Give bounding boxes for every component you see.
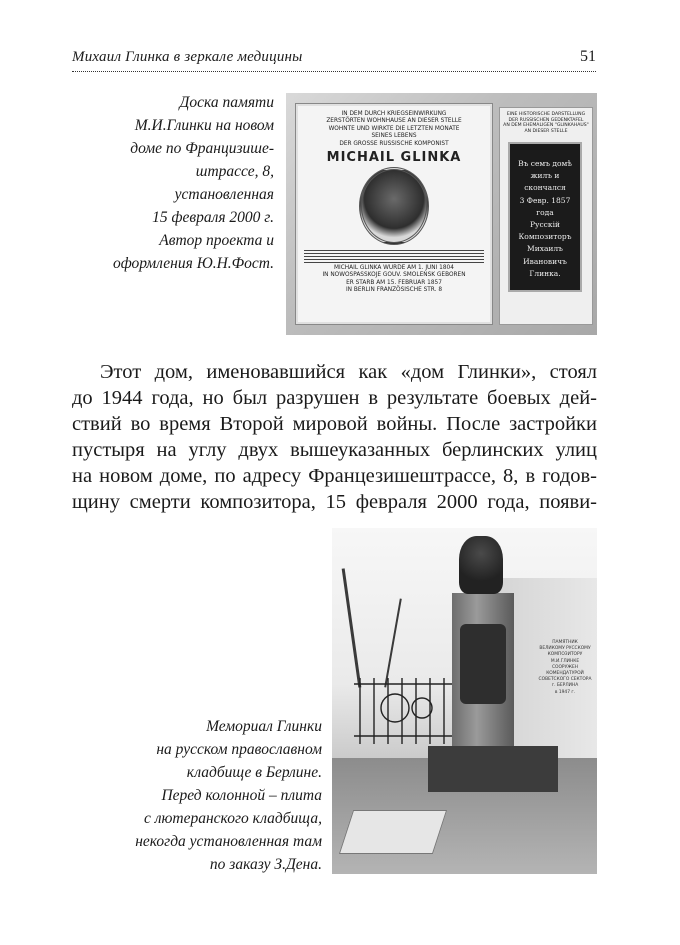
inscription-line: СООРУЖЕН <box>551 664 579 670</box>
plaque-side-header-line: AN DEM EHEMALIGEN "GLINKAHAUS" <box>503 123 589 129</box>
black-plaque-line: 3 Февр. 1857 года <box>519 195 571 217</box>
monument-base <box>428 746 558 792</box>
wall-inscription <box>535 640 595 696</box>
caption-line: Перед колонной – плита <box>161 787 322 804</box>
body-line: Этот дом, именовавшийся как «дом Глинки», стоял <box>100 361 597 383</box>
tree-trunk <box>342 568 362 687</box>
plaque-text-line: WOHNTE UND WIRKTE DIE LETZTEN MONATE <box>328 125 460 132</box>
plaque-text-line: ER STARB AM 15. FEBRUAR 1857 <box>346 279 442 286</box>
body-line: на новом доме, по адресу Францезишештрассе, 8, в годов- <box>72 465 597 487</box>
body-line: ствий во время Второй мировой войны. После застройки <box>72 413 597 435</box>
body-paragraph <box>72 359 597 515</box>
plaque-text-line: DER GROSSE RUSSISCHE KOMPONIST <box>339 140 449 147</box>
black-plaque-line: Композиторъ <box>518 232 572 242</box>
memorial-cemetery-photo <box>332 528 597 874</box>
black-plaque-line: Глинка. <box>529 268 561 278</box>
inscription-line: ПАМЯТНИК <box>552 640 578 645</box>
inscription-line: СОВЕТСКОГО СЕКТОРА <box>538 677 592 683</box>
lutheran-grave-slab <box>339 810 447 854</box>
black-russian-plaque <box>508 142 582 292</box>
plaque-text-line: IN BERLIN FRANZÖSISCHE STR. 8 <box>345 287 443 294</box>
plaque-side-header-line: DER RUSSISCHEN GEDENKTAFEL <box>508 117 584 123</box>
caption-line: Мемориал Глинки <box>206 718 322 735</box>
iron-fence <box>354 676 452 746</box>
body-line: пустыря на углу двух вышеуказанных берлинских улиц <box>72 439 597 461</box>
black-plaque-line: Михаилъ <box>527 244 563 254</box>
body-line: до 1944 года, но был разрушен в результате боевых дей- <box>72 387 597 409</box>
black-plaque-line: Русскій <box>530 220 560 230</box>
caption-line: на русском православном <box>156 741 322 758</box>
caption-line: по заказу З.Дена. <box>209 856 322 873</box>
page-number: 51 <box>580 48 596 65</box>
caption-line: некогда установленная там <box>135 833 322 850</box>
plaque-text-line: MICHAIL GLINKA WURDE AM 1. JUNI 1804 <box>334 265 454 272</box>
memorial-plaque-photo <box>286 93 597 335</box>
music-staff <box>304 249 484 263</box>
caption-line: установленная <box>174 186 274 203</box>
running-header-title: Михаил Глинка в зеркале медицины <box>72 49 303 65</box>
black-plaque-line: Въ семъ домѣ <box>518 159 572 168</box>
black-plaque-line: жилъ и скончался <box>524 171 566 193</box>
plaque-text-line: SEINES LEBENS <box>371 133 417 140</box>
composer-portrait-medallion <box>359 167 429 245</box>
caption-line: М.И.Глинки на новом <box>134 117 274 134</box>
plaque-side-header-line: EINE HISTORISCHE DARSTELLUNG <box>506 112 586 117</box>
column-relief <box>460 624 506 704</box>
plaque-text-line: IN DEM DURCH KRIEGSEINWIRKUNG <box>341 111 447 117</box>
plaque-caption <box>113 91 274 275</box>
inscription-line: в 1947 г. <box>554 689 576 695</box>
inscription-line: М.И.ГЛИНКЕ <box>550 658 580 664</box>
german-plaque <box>295 103 493 325</box>
body-line: щину смерти композитора, 15 февраля 2000 года, появи- <box>72 491 597 513</box>
inscription-line: г. БЕРЛИНА <box>551 683 579 689</box>
caption-line: с лютеранского кладбища, <box>143 810 322 827</box>
historic-plaque-copy <box>499 107 593 325</box>
caption-line: 15 февраля 2000 г. <box>152 209 274 226</box>
caption-line: доме по Францизише- <box>130 140 274 157</box>
inscription-line: ВЕЛИКОМУ РУССКОМУ КОМПОЗИТОРУ <box>539 646 591 658</box>
header-dotted-rule <box>72 71 596 72</box>
caption-line: кладбище в Берлине. <box>186 764 322 781</box>
inscription-line: КОМЕНДАТУРОЙ <box>546 671 584 677</box>
caption-line: Доска памяти <box>179 94 274 111</box>
caption-line: Автор проекта и <box>159 232 274 249</box>
plaque-text-line: ZERSTÖRTEN WOHNHAUSE AN DIESER STELLE <box>326 118 462 125</box>
caption-line: штрассе, 8, <box>195 163 274 180</box>
caption-line: оформления Ю.Н.Фост. <box>112 255 274 272</box>
memorial-caption <box>135 715 322 876</box>
plaque-composer-name: MICHAIL GLINKA <box>326 150 462 166</box>
plaque-side-header-line: AN DIESER STELLE <box>524 128 568 134</box>
glinka-bust <box>459 536 503 594</box>
plaque-text-line: IN NOWOSPASSKOJE GOUV. SMOLENSK GEBOREN <box>322 272 466 279</box>
tree-trunk <box>384 599 402 688</box>
black-plaque-line: Ивановичъ <box>523 256 567 266</box>
